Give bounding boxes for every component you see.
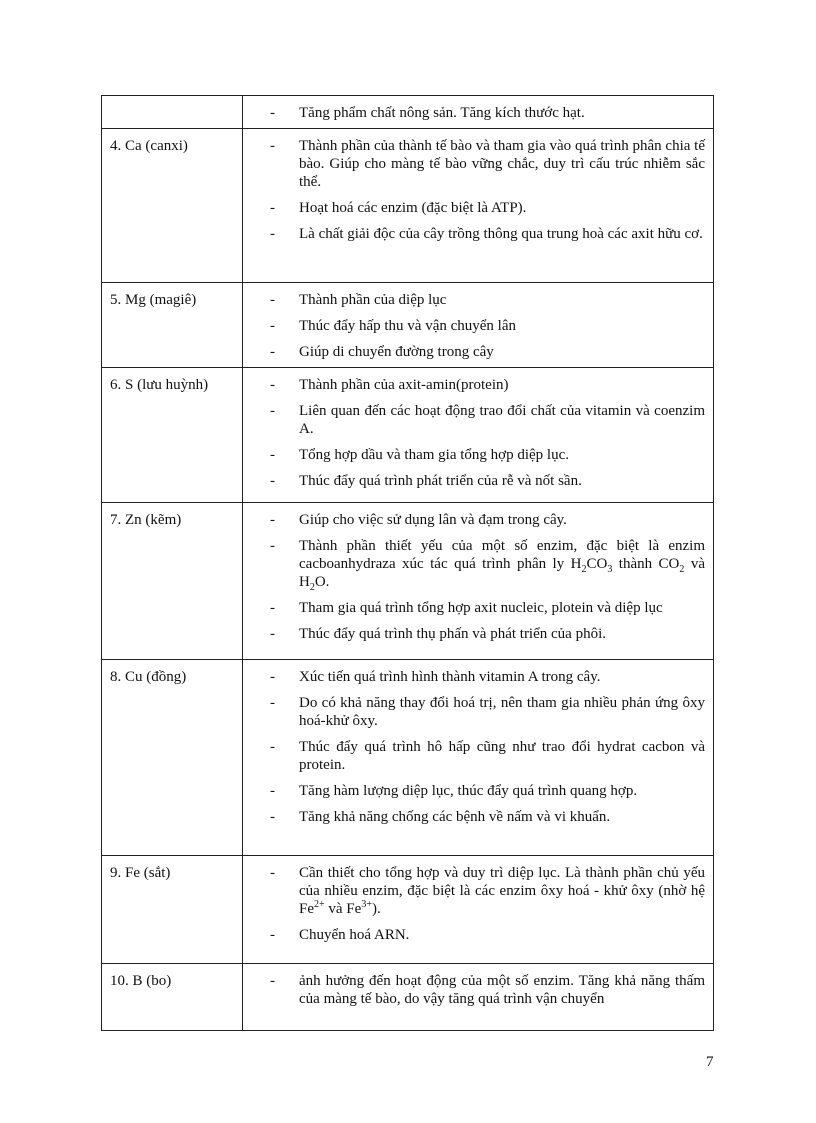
list-item [243,343,705,361]
list-item-text: Tăng phẩm chất nông sản. Tăng kích thước hạt. [299,105,585,121]
bullet-dash: - [270,739,275,755]
bullet-dash: - [270,669,275,685]
bullet-dash: - [270,200,275,216]
element-name-cell: 6. S (lưu huỳnh) [102,368,243,503]
bullet-dash: - [270,473,275,489]
role-list [243,104,705,122]
role-list [243,137,705,243]
list-item [243,926,705,944]
table-row [102,368,714,503]
page-number: 7 [706,1054,714,1070]
bullet-dash: - [270,783,275,799]
list-item-text: Thành phần của diệp lục [299,292,447,308]
bullet-dash: - [270,377,275,393]
list-item [243,511,705,529]
list-item-text: Tăng hàm lượng diệp lục, thúc đẩy quá trình quang hợp. [299,783,638,799]
list-item-text: Thúc đẩy quá trình phát triển của rễ và nốt sần. [299,473,582,489]
list-item-text: ảnh hưởng đến hoạt động của một số enzim. Tăng khả năng thấm của màng tế bào, do vậy tăng quá trình vận chuyển [299,973,705,1007]
bullet-dash: - [270,973,275,989]
list-item [243,625,705,643]
role-description-cell [243,964,714,1031]
bullet-dash: - [270,105,275,121]
table-row [102,964,714,1031]
list-item [243,317,705,335]
list-item [243,104,705,122]
bullet-dash: - [270,447,275,463]
element-name-cell: 10. B (bo) [102,964,243,1031]
list-item-text: Giúp di chuyển đường trong cây [299,344,494,360]
role-list [243,511,705,643]
list-item-text: Tham gia quá trình tổng hợp axit nucleic, plotein và diệp lục [299,600,663,616]
list-item-text: Thành phần của thành tế bào và tham gia vào quá trình phân chia tế bào. Giúp cho màng tế bào vững chắc, duy trì cấu trúc nhiễm sắc thể. [299,138,705,190]
list-item-text: Thành phần thiết yếu của một số enzim, đặc biệt là enzim cacboanhydraza xúc tác quá trình phân ly $H_2CO_3$ thành $CO_2$ và $H_2O$. [299,538,705,593]
element-name-cell: 7. Zn (kẽm) [102,503,243,660]
bullet-dash: - [270,538,275,554]
bullet-dash: - [270,809,275,825]
bullet-dash: - [270,344,275,360]
table-body [102,96,714,1031]
list-item-text: Tổng hợp dầu và tham gia tổng hợp diệp lục. [299,447,569,463]
list-item [243,402,705,438]
list-item-text: Thúc đẩy hấp thu và vận chuyển lân [299,318,517,334]
list-item-text: Tăng khả năng chống các bệnh về nấm và vi khuẩn. [299,809,611,825]
role-list [243,291,705,361]
list-item [243,864,705,918]
element-name-cell [102,96,243,129]
role-list [243,668,705,826]
list-item [243,537,705,591]
table-row [102,129,714,283]
role-description-cell [243,856,714,964]
role-list [243,376,705,490]
table-row [102,283,714,368]
list-item [243,376,705,394]
list-item-text: Thúc đẩy quá trình thụ phấn và phát triển của phôi. [299,626,606,642]
list-item [243,199,705,217]
role-list [243,972,705,1008]
list-item-text: Là chất giải độc của cây trồng thông qua trung hoà các axit hữu cơ. [299,226,703,242]
list-item [243,808,705,826]
role-description-cell [243,660,714,856]
list-item [243,694,705,730]
role-description-cell [243,96,714,129]
role-description-cell [243,129,714,283]
table-row [102,503,714,660]
list-item-text: Thúc đẩy quá trình hô hấp cũng như trao đổi hydrat cacbon và protein. [299,739,705,773]
bullet-dash: - [270,695,275,711]
element-name-cell: 4. Ca (canxi) [102,129,243,283]
nutrient-table [101,95,714,1031]
list-item-text: Thành phần của axit-amin(protein) [299,377,509,393]
role-description-cell [243,503,714,660]
bullet-dash: - [270,226,275,242]
list-item-text: Xúc tiến quá trình hình thành vitamin A trong cây. [299,669,601,685]
role-list [243,864,705,944]
list-item-text: Chuyển hoá ARN. [299,927,410,943]
element-name-cell: 9. Fe (sắt) [102,856,243,964]
list-item-text: Cần thiết cho tổng hợp và duy trì diệp lục. Là thành phần chủ yếu của nhiều enzim, đặc biệt là các enzim ôxy hoá - khử ôxy (nhờ hệ $Fe^{2+}$ và $Fe^{3+}$). [299,865,705,917]
list-item [243,782,705,800]
bullet-dash: - [270,865,275,881]
list-item-text: Do có khả năng thay đổi hoá trị, nên tham gia nhiều phản ứng ôxy hoá-khử ôxy. [299,695,705,729]
role-description-cell [243,283,714,368]
list-item [243,599,705,617]
table-row [102,96,714,129]
list-item [243,225,705,243]
element-name-cell: 8. Cu (đồng) [102,660,243,856]
bullet-dash: - [270,626,275,642]
list-item [243,972,705,1008]
bullet-dash: - [270,403,275,419]
bullet-dash: - [270,600,275,616]
list-item-text: Hoạt hoá các enzim (đặc biệt là ATP). [299,200,527,216]
list-item [243,472,705,490]
role-description-cell [243,368,714,503]
list-item [243,446,705,464]
list-item [243,738,705,774]
element-name-cell: 5. Mg (magiê) [102,283,243,368]
list-item-text: Liên quan đến các hoạt động trao đổi chất của vitamin và coenzim A. [299,403,705,437]
table-row [102,856,714,964]
bullet-dash: - [270,512,275,528]
list-item [243,291,705,309]
bullet-dash: - [270,292,275,308]
list-item [243,668,705,686]
bullet-dash: - [270,138,275,154]
list-item-text: Giúp cho việc sử dụng lân và đạm trong cây. [299,512,567,528]
table-row [102,660,714,856]
bullet-dash: - [270,927,275,943]
list-item [243,137,705,191]
bullet-dash: - [270,318,275,334]
